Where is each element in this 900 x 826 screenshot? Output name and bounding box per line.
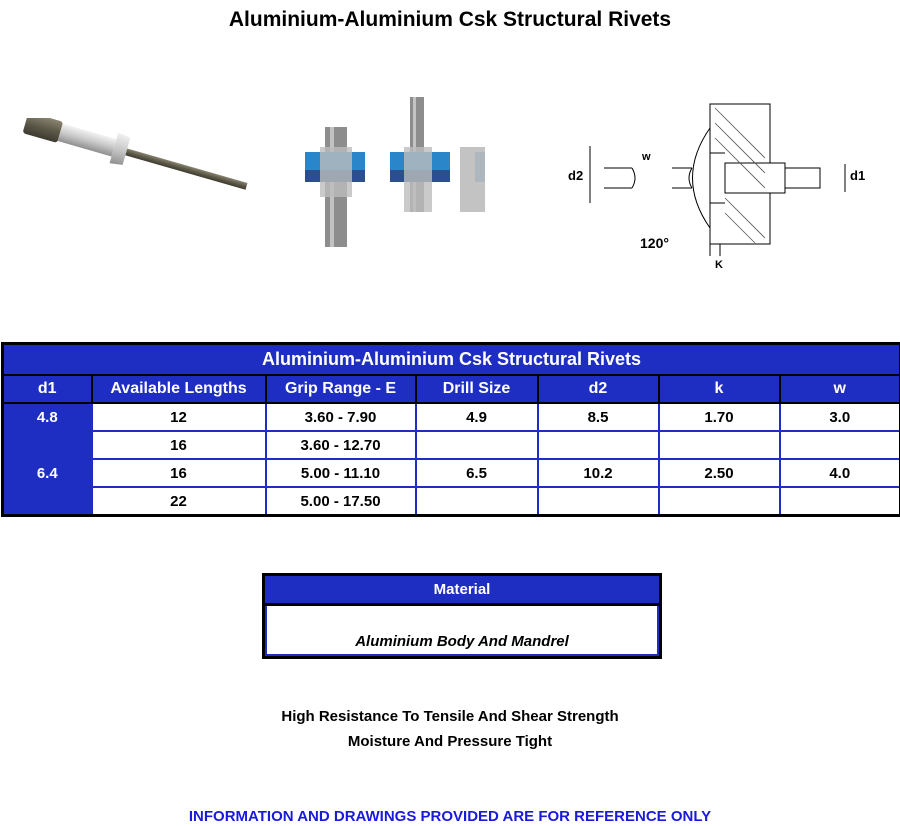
label-w: w bbox=[642, 151, 651, 163]
table-row bbox=[3, 431, 900, 459]
cell-length: 16 bbox=[92, 459, 266, 487]
header-w: w bbox=[780, 375, 900, 403]
cell-drill-size: 4.9 bbox=[416, 403, 538, 431]
cell-w: 4.0 bbox=[780, 459, 900, 487]
header-available-lengths: Available Lengths bbox=[92, 375, 266, 403]
disclaimer: INFORMATION AND DRAWINGS PROVIDED ARE FOR REFERENCE ONLY bbox=[188, 808, 712, 825]
technical-drawing bbox=[560, 98, 880, 270]
table-row bbox=[3, 487, 900, 516]
cell-w bbox=[780, 487, 900, 516]
label-k: K bbox=[715, 259, 723, 270]
cell-length: 12 bbox=[92, 403, 266, 431]
cell-grip-range: 5.00 - 11.10 bbox=[266, 459, 416, 487]
cell-length: 22 bbox=[92, 487, 266, 516]
table-row bbox=[3, 403, 900, 431]
material-box bbox=[262, 573, 662, 659]
cell-grip-range: 3.60 - 7.90 bbox=[266, 403, 416, 431]
cell-k: 1.70 bbox=[659, 403, 780, 431]
cell-d1 bbox=[3, 487, 92, 516]
cell-w bbox=[780, 431, 900, 459]
cell-d1: 4.8 bbox=[3, 403, 92, 431]
specification-table bbox=[1, 342, 900, 517]
cell-d1: 6.4 bbox=[3, 459, 92, 487]
table-row bbox=[3, 459, 900, 487]
material-value: Aluminium Body And Mandrel bbox=[265, 606, 659, 656]
header-grip-range: Grip Range - E bbox=[266, 375, 416, 403]
cell-d2: 8.5 bbox=[538, 403, 659, 431]
cell-k bbox=[659, 487, 780, 516]
header-k: k bbox=[659, 375, 780, 403]
cell-d2: 10.2 bbox=[538, 459, 659, 487]
feature-moisture: Moisture And Pressure Tight bbox=[347, 733, 553, 750]
header-drill-size: Drill Size bbox=[416, 375, 538, 403]
cell-drill-size bbox=[416, 487, 538, 516]
cell-drill-size bbox=[416, 431, 538, 459]
cell-d1 bbox=[3, 431, 92, 459]
cell-grip-range: 5.00 - 17.50 bbox=[266, 487, 416, 516]
label-d2: d2 bbox=[568, 168, 584, 183]
header-d2: d2 bbox=[538, 375, 659, 403]
cell-k: 2.50 bbox=[659, 459, 780, 487]
header-d1: d1 bbox=[3, 375, 92, 403]
cell-w: 3.0 bbox=[780, 403, 900, 431]
cell-grip-range: 3.60 - 12.70 bbox=[266, 431, 416, 459]
cell-drill-size: 6.5 bbox=[416, 459, 538, 487]
rivet-product-image bbox=[15, 118, 255, 198]
cell-length: 16 bbox=[92, 431, 266, 459]
feature-tensile: High Resistance To Tensile And Shear Strength bbox=[281, 708, 619, 725]
label-angle: 120° bbox=[640, 235, 669, 251]
cell-d2 bbox=[538, 487, 659, 516]
cell-k bbox=[659, 431, 780, 459]
page-title: Aluminium-Aluminium Csk Structural Rivets bbox=[228, 8, 672, 31]
installation-sequence-image bbox=[300, 92, 485, 252]
label-d1: d1 bbox=[850, 168, 866, 183]
cell-d2 bbox=[538, 431, 659, 459]
table-banner: Aluminium-Aluminium Csk Structural Rivets bbox=[3, 344, 900, 376]
material-header: Material bbox=[265, 576, 659, 606]
